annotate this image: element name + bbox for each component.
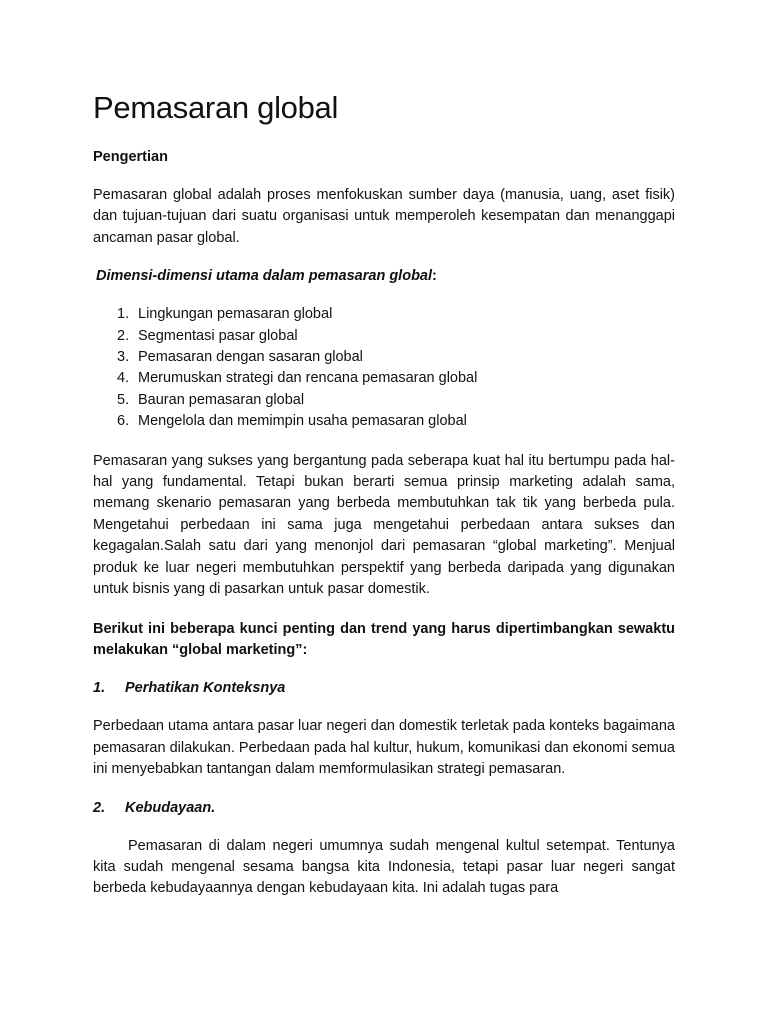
list-item-text: Pemasaran dengan sasaran global (138, 349, 363, 366)
dimensi-heading-colon: : (432, 268, 437, 285)
point-1-heading (93, 678, 675, 699)
kunci-heading: Berikut ini beberapa kunci penting dan trend yang harus dipertimbangkan sewaktu melakukan “global marketing”: (93, 620, 675, 658)
list-item (93, 411, 675, 432)
list-item-text: Segmentasi pasar global (138, 327, 298, 344)
list-item (93, 347, 675, 368)
point-1-title: Perhatikan Konteksnya (125, 680, 286, 697)
list-item-text: Merumuskan strategi dan rencana pemasaran global (138, 370, 478, 387)
list-item (93, 304, 675, 325)
pengertian-paragraph: Pemasaran global adalah proses menfokuskan sumber daya (manusia, uang, aset fisik) dan tujuan-tujuan dari suatu organisasi untuk memperoleh kesempatan dan menanggapi ancaman pasar global. (93, 187, 675, 246)
list-item-number: 3. (117, 349, 130, 366)
list-item-number: 4. (117, 370, 130, 387)
list-item-number: 1. (117, 306, 130, 323)
list-item (93, 390, 675, 411)
list-item-number: 6. (117, 413, 130, 430)
list-item-text: Mengelola dan memimpin usaha pemasaran global (138, 413, 467, 430)
list-item (93, 326, 675, 347)
list-item (93, 368, 675, 389)
list-item-text: Bauran pemasaran global (138, 391, 305, 408)
point-2-number: 2. (93, 799, 106, 816)
sukses-paragraph: Pemasaran yang sukses yang bergantung pada seberapa kuat hal itu bertumpu pada hal-hal yang fundamental. Tetapi bukan berarti semua prinsip marketing adalah sama, memang skenario pemasaran yang berbeda membutuhkan tak tik yang berbeda pula. Mengetahui perbedaan ini sama juga mengetahui perbedaan antara sukses dan kegagalan.Salah satu dari yang menonjol dari pemasaran “global marketing”. Menjual produk ke luar negeri membutuhkan perspektif yang berbeda daripada yang digunakan untuk bisnis yang di pasarkan untuk pasar domestik. (93, 452, 675, 598)
point-2-paragraph: Pemasaran di dalam negeri umumnya sudah mengenal kultul setempat. Tentunya kita sudah mengenal sesama bangsa kita Indonesia, tetapi pasar luar negeri sangat berbeda kebudayaannya dengan kebudayaan kita. Ini adalah tugas para (93, 837, 675, 897)
dimensi-heading-text: Dimensi-dimensi utama dalam pemasaran global (96, 268, 433, 285)
point-2-title: Kebudayaan. (125, 799, 216, 816)
list-item-number: 5. (117, 391, 130, 408)
point-1-paragraph: Perbedaan utama antara pasar luar negeri dan domestik terletak pada konteks bagaimana pemasaran dilakukan. Perbedaan pada hal kultur, hukum, komunikasi dan ekonomi semua ini menyebabkan tantangan dalam memformulasikan strategi pemasaran. (93, 718, 675, 778)
page-title: Pemasaran global (93, 90, 339, 125)
point-1-number: 1. (93, 680, 106, 697)
list-item-text: Lingkungan pemasaran global (138, 306, 333, 323)
document-page (93, 86, 675, 900)
point-2-heading (93, 798, 675, 819)
dimensi-list (93, 304, 675, 432)
list-item-number: 2. (117, 327, 130, 344)
pengertian-heading: Pengertian (93, 149, 168, 165)
dimensi-heading (96, 266, 675, 287)
